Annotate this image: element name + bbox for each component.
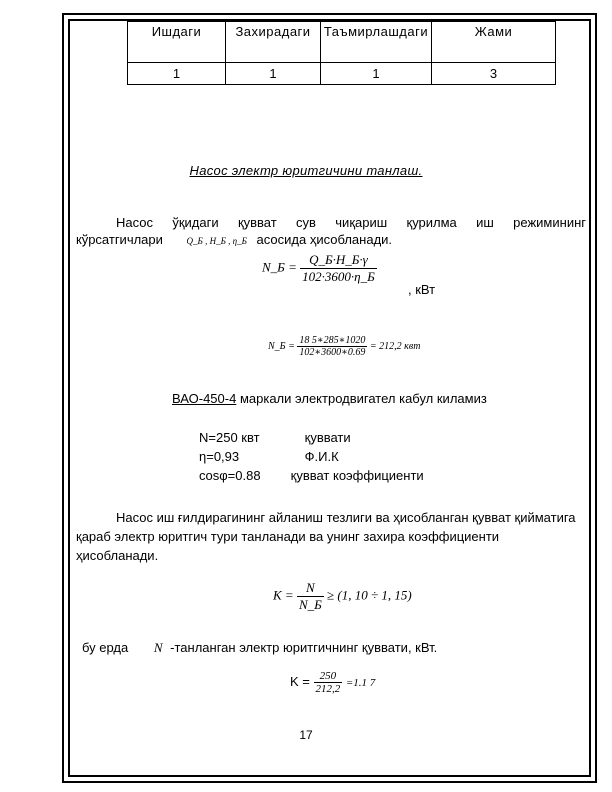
cell-reserve: 1 <box>226 63 321 85</box>
formula-lhs: N_Б = <box>268 340 295 352</box>
formula-rhs: =1.1 7 <box>345 676 376 689</box>
formula-result: = 212,2 квт <box>369 340 421 352</box>
header-working: Ишдаги <box>128 22 226 63</box>
table-row <box>128 63 556 85</box>
formula-fraction <box>297 580 324 613</box>
spec-label: Ф.И.К <box>304 449 339 464</box>
formula-lhs: N_Б = <box>262 259 297 275</box>
paragraph-2: Насос иш ғилдирагининг айланиш тезлиги ва ҳисобланган қувват қийматига қараб электр юритгич тури танланади ва унинг захира коэффициенти ҳисобланади. <box>76 510 576 563</box>
table-header-row <box>128 22 556 63</box>
formula-symbol: N <box>153 640 163 655</box>
formula-numerator: Q_Б·H_Б·γ <box>300 252 377 269</box>
pump-count-table <box>127 21 556 85</box>
paragraph-text: асосида ҳисобланади. <box>256 232 393 247</box>
formula-fraction <box>297 335 367 358</box>
paragraph-1-line-1 <box>76 213 586 232</box>
motor-selection-line <box>172 391 487 406</box>
formula-unit: , кВт <box>408 282 436 297</box>
formula-pump-power-calc <box>268 335 420 358</box>
spec-value: N=250 квт <box>199 430 260 445</box>
cell-working: 1 <box>128 63 226 85</box>
formula-fraction <box>300 252 377 285</box>
formula-denominator: N_Б <box>298 597 322 612</box>
formula-symbols: Q_Б , H_Б , η_Б <box>186 236 247 246</box>
formula-denominator: 212,2 <box>315 683 341 695</box>
paragraph-1-line-2 <box>76 232 392 247</box>
where-text: -танланган электр юритгичнинг қуввати, кВт. <box>170 640 438 655</box>
motor-text: маркали электродвигател кабул киламиз <box>239 391 487 406</box>
formula-reserve-coefficient-calc <box>290 670 375 695</box>
spec-label: қуввати <box>304 430 351 445</box>
formula-numerator: N <box>297 580 324 597</box>
formula-numerator: 18 5∗285∗1020 <box>299 335 366 346</box>
formula-lhs: K = <box>273 587 294 603</box>
formula-pump-power <box>262 252 377 285</box>
formula-denominator: 102∗3600∗0.69 <box>299 347 366 358</box>
where-line <box>82 640 437 656</box>
where-prefix: бу ерда <box>82 640 129 655</box>
section-title: Насос электр юритгичини танлаш. <box>189 163 423 178</box>
formula-denominator: 102·3600·η_Б <box>302 269 375 284</box>
spec-value: η=0,93 <box>199 449 240 464</box>
spec-efficiency <box>199 449 339 464</box>
spec-label: қувват коэффициенти <box>290 468 424 483</box>
paragraph-text: Насос ўқидаги қувват сув чиқариш қурилма иш режимининг <box>116 215 586 230</box>
page-number: 17 <box>299 728 313 742</box>
formula-fraction <box>314 670 343 695</box>
header-total: Жами <box>432 22 556 63</box>
cell-repair: 1 <box>321 63 432 85</box>
header-repair: Таъмирлашдаги <box>321 22 432 63</box>
formula-reserve-coefficient <box>273 580 412 613</box>
spec-value: cosφ=0.88 <box>199 468 261 483</box>
spec-power <box>199 430 351 445</box>
formula-rhs: ≥ (1, 10 ÷ 1, 15) <box>327 587 412 603</box>
paragraph-text: кўрсатгичлари <box>76 232 163 247</box>
motor-model: ВАО-450-4 <box>172 391 237 406</box>
spec-power-factor <box>199 468 424 483</box>
formula-lhs: K = <box>290 673 310 689</box>
header-reserve: Захирадаги <box>226 22 321 63</box>
cell-total: 3 <box>432 63 556 85</box>
formula-numerator: 250 <box>314 670 343 683</box>
